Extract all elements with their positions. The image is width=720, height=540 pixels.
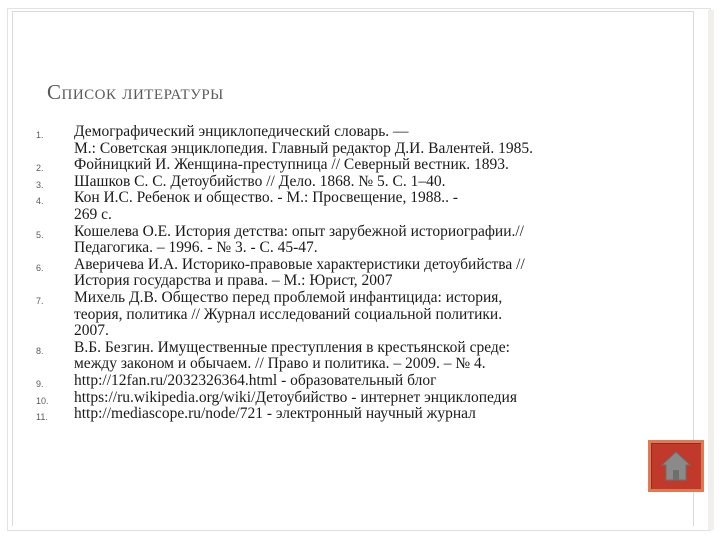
reference-number: 7. <box>36 295 44 306</box>
reference-item <box>36 290 636 340</box>
reference-text: Аверичева И.А. Историко-правовые характеристики детоубийства // История государства и права. – М.: Юрист, 2007 <box>74 255 525 290</box>
home-button[interactable] <box>648 440 704 492</box>
reference-text: https://ru.wikipedia.org/wiki/Детоубийство - интернет энциклопедия <box>74 388 517 406</box>
reference-item <box>36 373 636 390</box>
reference-text: Демографический энциклопедический словарь. — М.: Советская энциклопедия. Главный редактор Д.И. Валентей. 1985. <box>74 123 533 157</box>
reference-text: Фойницкий И. Женщина-преступница // Северный вестник. 1893. <box>74 156 509 174</box>
reference-number: 9. <box>36 378 44 389</box>
reference-item <box>36 190 636 223</box>
reference-text: В.Б. Безгин. Имущественные преступления в крестьянской среде: между законом и обычаем. // Право и политика. – 2009. – № 4. <box>74 338 510 373</box>
reference-text: Михель Д.В. Общество перед проблемой инфантицида: история, теория, политика // Журнал исследований социальной политики. 2007. <box>74 288 503 340</box>
reference-text: Кон И.С. Ребенок и общество. - М.: Просвещение, 1988.. - 269 с. <box>74 189 459 223</box>
page-title: Список литературы <box>47 80 224 104</box>
reference-number: 11. <box>36 412 48 423</box>
reference-item <box>36 406 636 423</box>
reference-item <box>36 157 636 174</box>
reference-item <box>36 124 636 157</box>
reference-item <box>36 224 636 257</box>
reference-item <box>36 340 636 373</box>
reference-number: 5. <box>36 229 44 240</box>
reference-number: 4. <box>36 196 44 207</box>
reference-number: 3. <box>36 179 44 190</box>
reference-number: 2. <box>36 163 44 174</box>
reference-text: Кошелева О.Е. История детства: опыт зарубежной историографии.// Педагогика. – 1996. - № 3. - С. 45-47. <box>74 222 524 257</box>
side-strip <box>708 10 714 530</box>
reference-number: 1. <box>36 130 44 140</box>
reference-number: 8. <box>36 345 44 356</box>
reference-text: Шашков С. С. Детоубийство // Дело. 1868. № 5. С. 1–40. <box>74 172 446 190</box>
reference-list <box>36 124 636 423</box>
reference-item <box>36 390 636 407</box>
reference-item <box>36 174 636 191</box>
reference-number: 6. <box>36 262 44 273</box>
reference-number: 10. <box>36 395 49 406</box>
reference-item <box>36 257 636 290</box>
home-icon <box>658 448 694 484</box>
reference-text: http://12fan.ru/2032326364.html - образовательный блог <box>74 371 437 389</box>
reference-text: http://mediascope.ru/node/721 - электронный научный журнал <box>74 405 476 423</box>
